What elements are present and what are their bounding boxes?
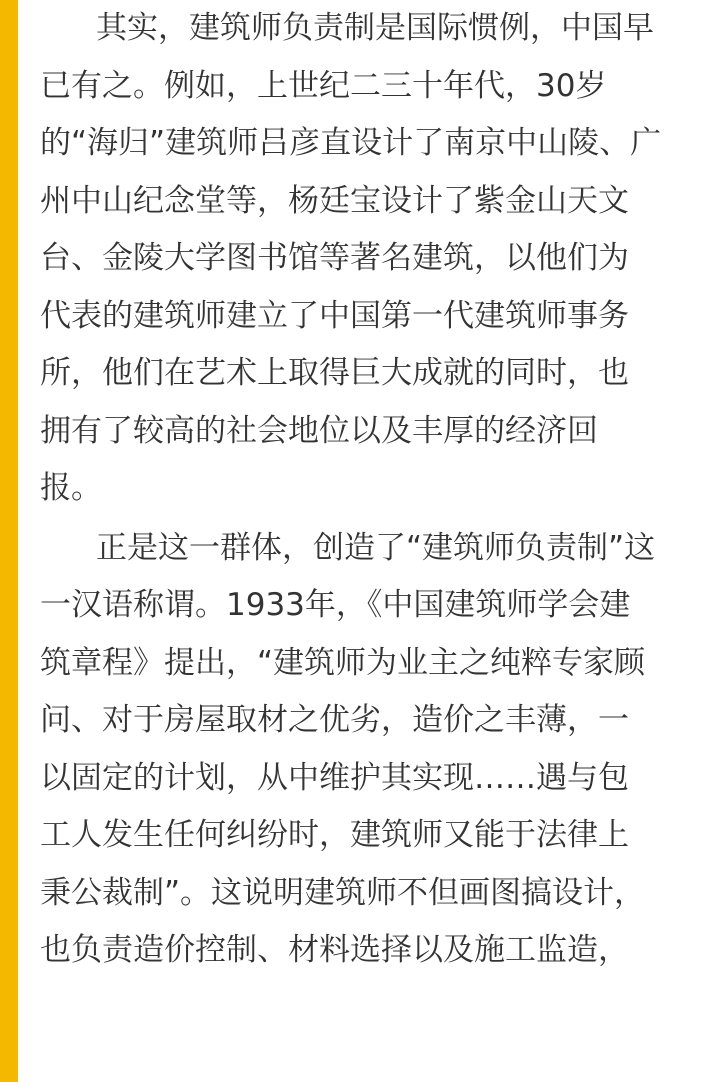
text-line: 所，他们在艺术上取得巨大成就的同时，也 (40, 355, 629, 391)
accent-bar (0, 0, 18, 1082)
paragraph-2 (40, 520, 680, 980)
text-line: 问、对于房屋取材之优劣，造价之丰薄，一 (40, 702, 629, 738)
text-line: 拥有了较高的社会地位以及丰厚的经济回 (40, 412, 598, 449)
text-line: 州中山纪念堂等，杨廷宝设计了紫金山天文 (40, 182, 629, 219)
text-line: 工人发生任何纠纷时，建筑师又能于法律上 (40, 817, 629, 853)
text-line: 台、金陵大学图书馆等著名建筑，以他们为 (40, 240, 629, 276)
text-line: 代表的建筑师建立了中国第一代建筑师事务 (40, 297, 629, 334)
text-line: 以固定的计划，从中维护其实现……遇与包 (40, 759, 629, 796)
text-line: 秉公裁制”。这说明建筑师不但画图搞设计， (40, 874, 646, 911)
text-line: 其实，建筑师负责制是国际惯例，中国早 (96, 10, 654, 46)
article-body (40, 0, 680, 980)
text-line: 也负责造价控制、材料选择以及施工监造， (40, 932, 629, 968)
text-line: 报。 (40, 470, 102, 506)
text-line: 正是这一群体，创造了“建筑师负责制”这 (96, 529, 656, 566)
paragraph-1 (40, 0, 680, 518)
text-line: 已有之。例如，上世纪二三十年代，30岁 (40, 67, 607, 104)
text-line: 一汉语称谓。1933年，《中国建筑师学会建 (40, 587, 631, 623)
text-line: 筑章程》提出，“建筑师为业主之纯粹专家顾 (40, 644, 646, 681)
text-line: 的“海归”建筑师吕彦直设计了南京中山陵、广 (40, 125, 662, 161)
